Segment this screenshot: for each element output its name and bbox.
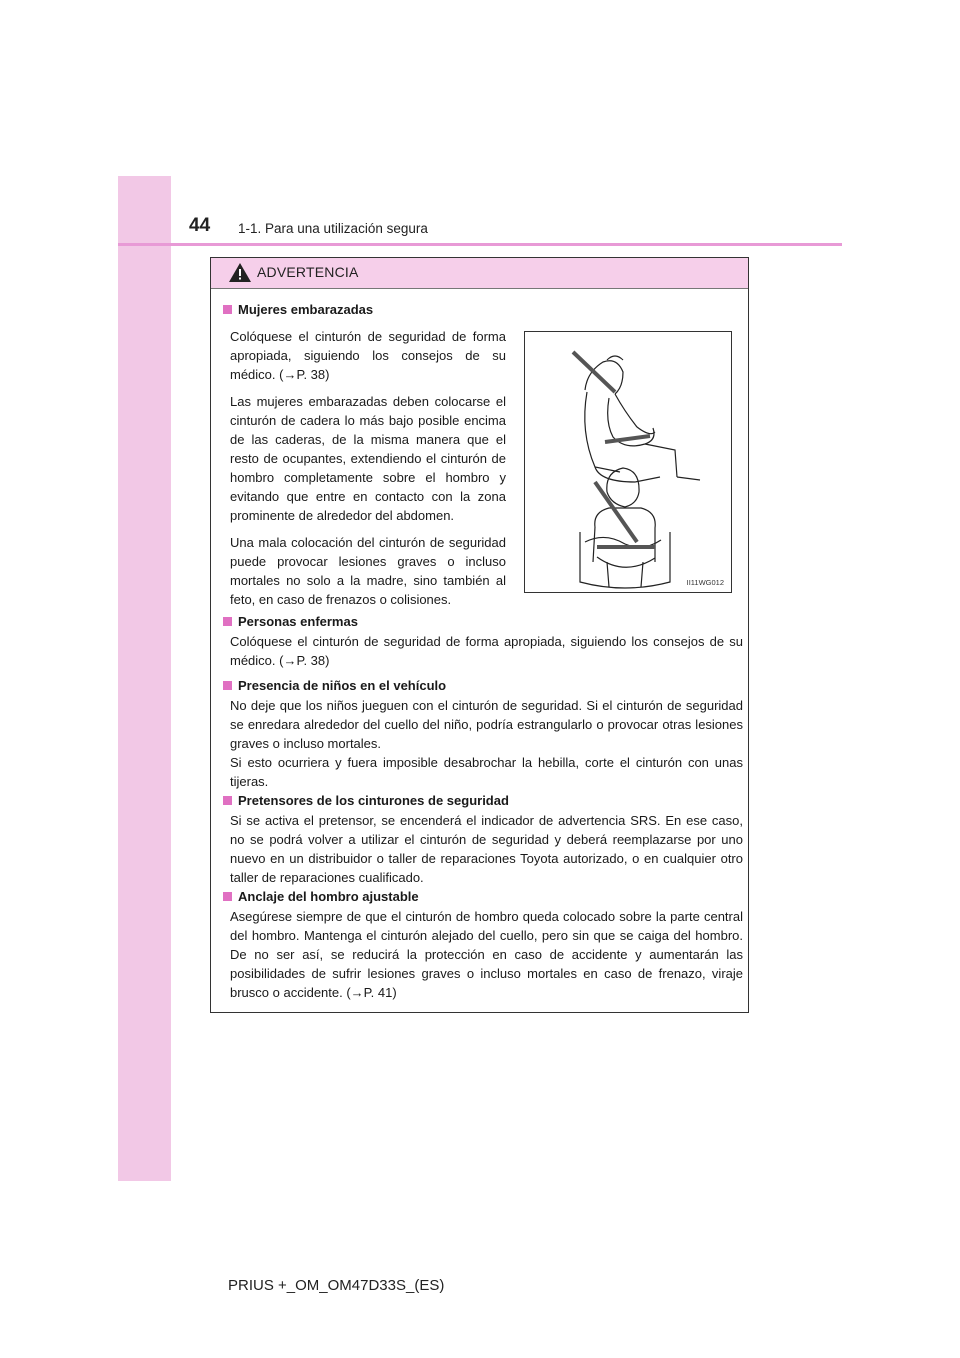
section-children	[223, 678, 743, 791]
section-heading	[223, 302, 743, 317]
paragraph: Si esto ocurriera y fuera imposible desabrochar la hebilla, corte el cinturón con unas tijeras.	[230, 755, 743, 789]
heading-text: Presencia de niños en el vehículo	[238, 678, 447, 693]
paragraph: Si se activa el pretensor, se encenderá el indicador de advertencia SRS. En ese caso, no se podrá volver a utilizar el cinturón de seguridad y deberá reemplazarse por uno nuevo en un distribuidor o taller de reparaciones Toyota autorizado, o en cualquier otro taller de reparaciones cualificado.	[230, 813, 743, 885]
square-bullet-icon	[223, 305, 232, 314]
paragraph: Las mujeres embarazadas deben colocarse el cinturón de cadera lo más bajo posible encima de las caderas, de la misma manera que el resto de ocupantes, extendiendo el cinturón de hombro completamente sobre el hombro y evitando que entre en contacto con la zona prominente de alrededor del abdomen.	[230, 394, 506, 523]
header-rule	[118, 243, 842, 246]
page-number: 44	[189, 215, 211, 236]
paragraph: No deje que los niños jueguen con el cinturón de seguridad. Si el cinturón de seguridad se enredara alrededor del cuello del niño, podría estrangularlo o provocar otras lesiones graves o incluso mortales.	[230, 698, 743, 751]
paragraph: Una mala colocación del cinturón de seguridad puede provocar lesiones graves o incluso mortales no solo a la madre, sino también al feto, en caso de frenazos o colisiones.	[230, 535, 506, 607]
footer-doc-code: PRIUS +_OM_OM47D33S_(ES)	[228, 1277, 445, 1294]
section-pretensioners	[223, 793, 743, 887]
pregnant-text	[230, 327, 506, 617]
paragraph: Colóquese el cinturón de seguridad de forma apropiada, siguiendo los consejos de su médico. (→P. 38)	[230, 329, 506, 382]
section-heading	[223, 614, 743, 629]
section-sick-persons	[223, 614, 743, 670]
heading-text: Mujeres embarazadas	[238, 302, 374, 317]
warning-box	[210, 257, 749, 1013]
section-body	[230, 907, 743, 1002]
square-bullet-icon	[223, 796, 232, 805]
square-bullet-icon	[223, 617, 232, 626]
section-heading	[223, 889, 743, 904]
paragraph: Asegúrese siempre de que el cinturón de hombro queda colocado sobre la parte central del hombro. Mantenga el cinturón alejado del cuello, pero sin que se caiga del hombro. De no ser así, se reducirá la protección en caso de accidente y aumentarán las posibilidades de sufrir lesiones graves o incluso mortales en caso de frenazo, viraje brusco o accidente. (→P. 41)	[230, 909, 743, 1000]
section-body	[230, 811, 743, 887]
warning-header	[211, 258, 748, 289]
side-band	[118, 176, 171, 1181]
paragraph: Colóquese el cinturón de seguridad de forma apropiada, siguiendo los consejos de su médico. (→P. 38)	[230, 634, 743, 668]
heading-text: Anclaje del hombro ajustable	[238, 889, 419, 904]
section-heading	[223, 793, 743, 808]
pregnant-seatbelt-illustration	[525, 332, 731, 592]
section-body	[230, 696, 743, 791]
section-heading	[223, 678, 743, 693]
square-bullet-icon	[223, 892, 232, 901]
square-bullet-icon	[223, 681, 232, 690]
section-shoulder-anchor	[223, 889, 743, 1002]
heading-text: Pretensores de los cinturones de seguridad	[238, 793, 509, 808]
heading-text: Personas enfermas	[238, 614, 358, 629]
section-body	[230, 632, 743, 670]
figure-code: II11WG012	[686, 578, 724, 587]
warning-triangle-icon	[228, 262, 252, 283]
pregnant-seatbelt-figure	[524, 331, 732, 593]
section-pregnant	[223, 302, 743, 317]
warning-title: ADVERTENCIA	[257, 264, 359, 280]
section-title: 1-1. Para una utilización segura	[238, 221, 428, 236]
